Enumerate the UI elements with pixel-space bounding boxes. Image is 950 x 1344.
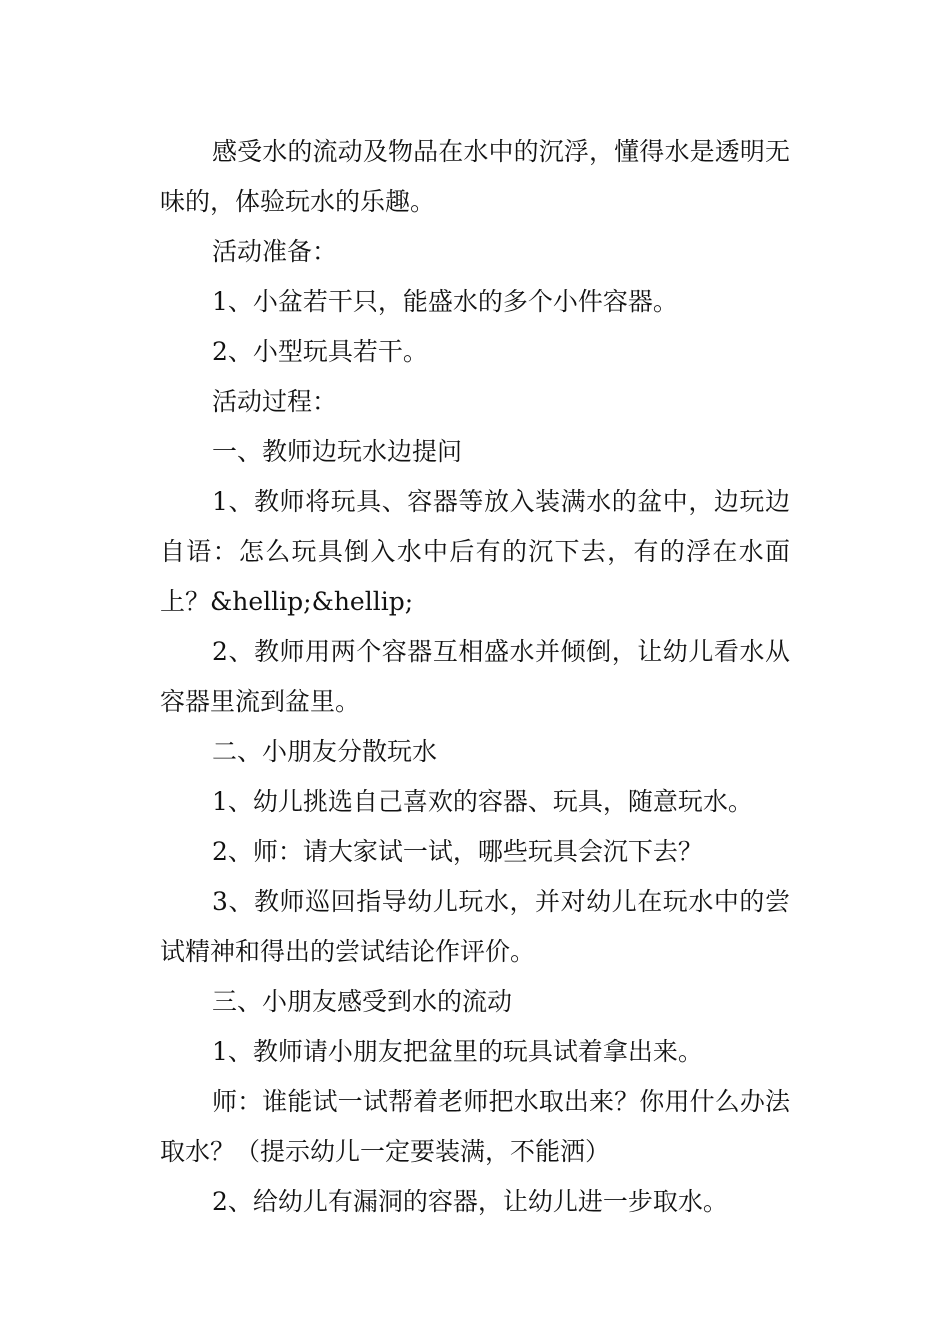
paragraph-section-2-step-3: 3、教师巡回指导幼儿玩水，并对幼儿在玩水中的尝试精神和得出的尝试结论作评价。: [160, 887, 790, 966]
heading-section-3: 三、小朋友感受到水的流动: [212, 987, 513, 1016]
paragraph-intro: 感受水的流动及物品在水中的沉浮，懂得水是透明无味的，体验玩水的乐趣。: [160, 137, 790, 216]
paragraph-section-3-step-1: 1、教师请小朋友把盆里的玩具试着拿出来。: [212, 1037, 703, 1066]
heading-section-1: 一、教师边玩水边提问: [212, 437, 463, 466]
heading-preparation: 活动准备：: [212, 237, 338, 266]
paragraph-section-1-step-2: 2、教师用两个容器互相盛水并倾倒，让幼儿看水从容器里流到盆里。: [160, 637, 790, 716]
document-body: [160, 127, 790, 1227]
paragraph-section-1-step-1: 1、教师将玩具、容器等放入装满水的盆中，边玩边自语：怎么玩具倒入水中后有的沉下去，有的浮在水面上？&hellip;&hellip;: [160, 487, 790, 616]
heading-process: 活动过程：: [212, 387, 338, 416]
paragraph-section-2-step-2: 2、师：请大家试一试，哪些玩具会沉下去？: [212, 837, 703, 866]
paragraph-section-2-step-1: 1、幼儿挑选自己喜欢的容器、玩具，随意玩水。: [212, 787, 753, 816]
heading-section-2: 二、小朋友分散玩水: [212, 737, 438, 766]
paragraph-prep-1: 1、小盆若干只，能盛水的多个小件容器。: [212, 287, 678, 316]
paragraph-prep-2: 2、小型玩具若干。: [212, 337, 428, 366]
paragraph-section-3-step-2: 2、给幼儿有漏洞的容器，让幼儿进一步取水。: [212, 1187, 728, 1216]
paragraph-section-3-teacher: 师：谁能试一试帮着老师把水取出来？你用什么办法取水？（提示幼儿一定要装满，不能洒）: [160, 1087, 790, 1166]
